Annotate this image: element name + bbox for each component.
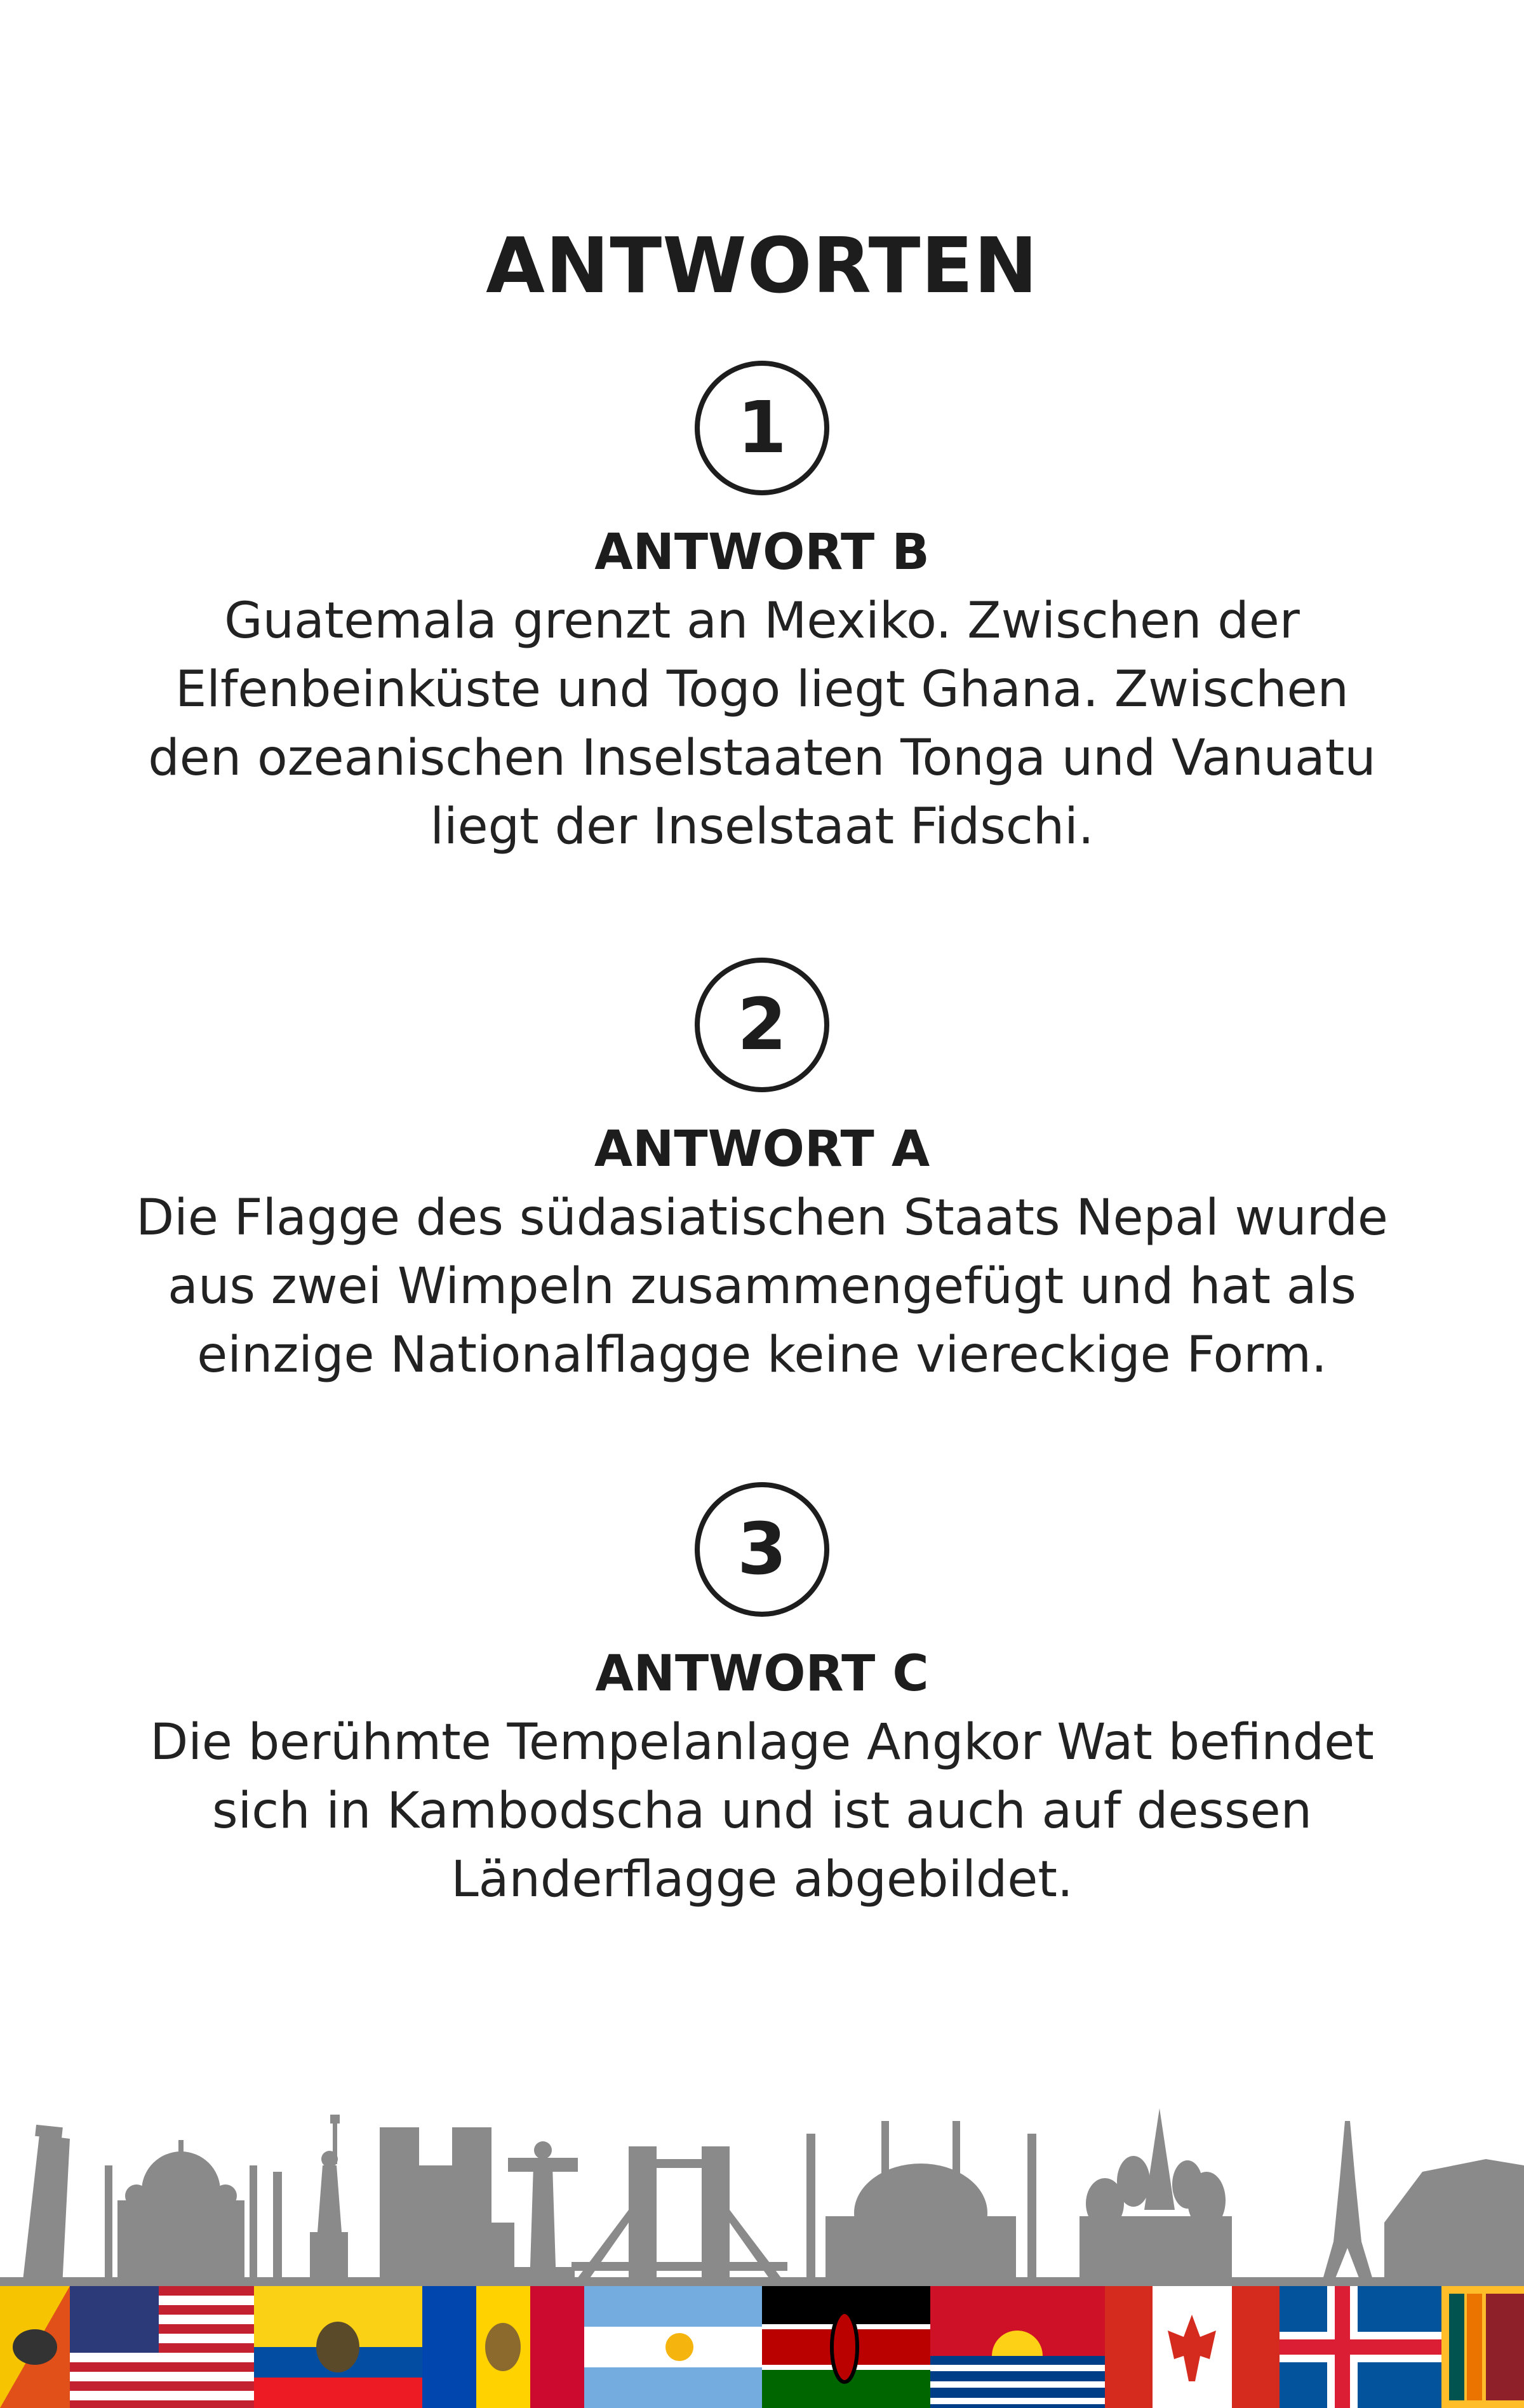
usa-flag-icon [70,2286,254,2408]
answer-number-badge: 1 [695,361,829,495]
sri-lanka-flag-icon [1441,2286,1524,2408]
answer-label: ANTWORT C [595,1645,929,1702]
canada-flag-icon [1105,2286,1280,2408]
kiribati-flag-icon [930,2286,1105,2408]
notre-dame-icon [380,2127,514,2286]
answer-text-line: sich in Kambodscha und ist auch auf dessen [211,1783,1313,1840]
tower-bridge-icon [572,2146,787,2286]
eiffel-tower-icon [1321,2121,1375,2286]
answer-number-badge: 2 [695,958,829,1092]
answer-text-line: den ozeanischen Inselstaaten Tonga und Vanuatu [148,730,1376,787]
bhutan-flag-icon [0,2286,70,2408]
moldova-flag-icon [422,2286,584,2408]
answer-label: ANTWORT A [594,1121,930,1178]
answer-section-1 [0,361,1524,861]
answer-text-line: Elfenbeinküste und Togo liegt Ghana. Zwischen [175,661,1349,718]
answer-text [114,1184,1410,1389]
answer-text [114,587,1410,861]
christ-the-redeemer-icon [508,2141,578,2286]
colosseum-icon [1384,2159,1524,2286]
argentina-flag-icon [584,2286,762,2408]
answer-text-line: aus zwei Wimpeln zusammengefügt und hat als [168,1258,1356,1315]
flags-strip [0,2286,1524,2408]
answer-text-line: Länderflagge abgebildet. [451,1851,1073,1908]
taj-mahal-icon [105,2140,257,2286]
answer-text-line: Guatemala grenzt an Mexiko. Zwischen der [224,592,1300,650]
answer-text-line: Die Flagge des südasiatischen Staats Nepal wurde [136,1189,1388,1247]
answer-text-line: Die berühmte Tempelanlage Angkor Wat befindet [150,1714,1374,1771]
answer-section-3 [0,1482,1524,1914]
hagia-sophia-icon [806,2121,1036,2286]
answer-text-line: einzige Nationalflagge keine viereckige Form. [197,1327,1327,1384]
answer-label: ANTWORT B [594,524,930,581]
statue-of-liberty-icon [310,2115,348,2286]
kenya-flag-icon [762,2286,930,2408]
page-title: ANTWORTEN [486,222,1038,311]
answer-text [114,1708,1410,1914]
saint-basils-cathedral-icon [1080,2108,1232,2286]
iceland-flag-icon [1280,2286,1441,2408]
answer-text-line: liegt der Inselstaat Fidschi. [430,798,1094,855]
answer-number-badge: 3 [695,1482,829,1617]
world-landmarks-skyline [0,2096,1524,2286]
ecuador-flag-icon [254,2286,422,2408]
leaning-tower-of-pisa-icon [22,2125,70,2286]
answer-section-2 [0,958,1524,1389]
